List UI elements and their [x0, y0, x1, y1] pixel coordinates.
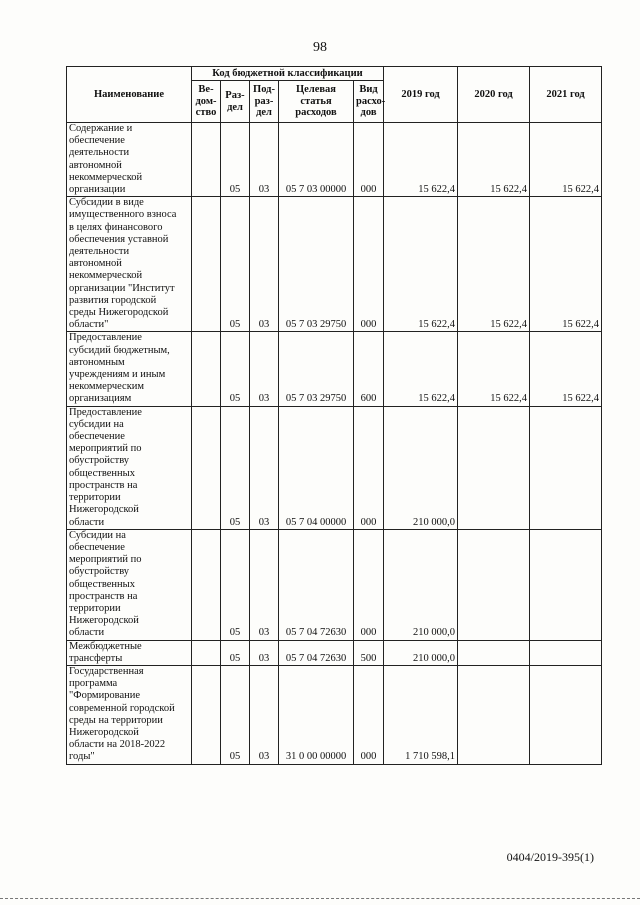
cell-2021	[530, 529, 602, 640]
cell-vid-raskhodov: 000	[354, 123, 384, 197]
row-name-line: территории	[69, 602, 121, 614]
row-name-line: мероприятий по	[69, 554, 142, 566]
cell-podrazdel: 03	[250, 406, 279, 529]
table-row	[67, 332, 602, 406]
cell-2021: 15 622,4	[530, 332, 602, 406]
row-name-line: организациям	[69, 393, 132, 405]
cell-tselevaya-statya: 05 7 03 29750	[279, 197, 354, 332]
row-name-line: обеспечение	[69, 431, 125, 443]
header-vid-raskhodov: Вид расхо- дов	[354, 81, 384, 123]
page-number: 98	[313, 40, 327, 55]
cell-tselevaya-statya: 05 7 03 00000	[279, 123, 354, 197]
row-name-line: автономной	[69, 159, 122, 171]
budget-table	[66, 66, 602, 765]
cell-vedomstvo	[192, 197, 221, 332]
cell-2021	[530, 665, 602, 764]
row-name-line: имущественного взноса	[69, 209, 177, 221]
cell-2020: 15 622,4	[458, 197, 530, 332]
document-number: 0404/2019-395(1)	[506, 850, 594, 864]
cell-vid-raskhodov: 000	[354, 197, 384, 332]
header-name: Наименование	[67, 67, 192, 123]
cell-2020: 15 622,4	[458, 123, 530, 197]
row-name-line: программа	[69, 678, 118, 690]
row-name	[67, 406, 192, 529]
row-name-line: годы"	[69, 751, 95, 763]
row-name-line: деятельности	[69, 147, 130, 159]
table-row	[67, 529, 602, 640]
row-name-line: Субсидии на	[69, 529, 126, 541]
row-name	[67, 123, 192, 197]
row-name	[67, 640, 192, 665]
cell-2020	[458, 529, 530, 640]
row-name-line: организации	[69, 184, 126, 196]
table-body	[67, 123, 602, 765]
row-name-line: пространств на	[69, 479, 138, 491]
table-row	[67, 123, 602, 197]
cell-vid-raskhodov: 000	[354, 529, 384, 640]
cell-razdel: 05	[221, 665, 250, 764]
table-row	[67, 406, 602, 529]
row-name	[67, 529, 192, 640]
cell-razdel: 05	[221, 123, 250, 197]
cell-razdel: 05	[221, 640, 250, 665]
row-name-line: мероприятий по	[69, 443, 142, 455]
table-row	[67, 640, 602, 665]
header-podrazdel: Под- раз- дел	[250, 81, 279, 123]
row-name-line: некоммерческой	[69, 171, 143, 183]
row-name	[67, 332, 192, 406]
cell-podrazdel: 03	[250, 640, 279, 665]
cell-tselevaya-statya: 05 7 04 72630	[279, 640, 354, 665]
row-name-line: Предоставление	[69, 406, 142, 418]
cell-vedomstvo	[192, 123, 221, 197]
row-name-line: области	[69, 627, 105, 639]
row-name-line: обустройству	[69, 566, 130, 578]
row-name-line: автономным	[69, 356, 125, 368]
cell-podrazdel: 03	[250, 665, 279, 764]
row-name-line: "Формирование	[69, 690, 141, 702]
cell-vid-raskhodov: 500	[354, 640, 384, 665]
row-name-line: субсидии на	[69, 418, 124, 430]
cell-2021: 15 622,4	[530, 123, 602, 197]
row-name-line: современной городской	[69, 702, 175, 714]
header-tselevaya-statya: Целевая статья расходов	[279, 81, 354, 123]
cell-razdel: 05	[221, 332, 250, 406]
cell-tselevaya-statya: 05 7 03 29750	[279, 332, 354, 406]
row-name-line: некоммерческим	[69, 381, 145, 393]
header-2019: 2019 год	[384, 67, 458, 123]
cell-2019: 210 000,0	[384, 406, 458, 529]
cell-vedomstvo	[192, 640, 221, 665]
row-name-line: организации "Институт	[69, 282, 175, 294]
row-name-line: области на 2018-2022	[69, 739, 166, 751]
cell-vedomstvo	[192, 529, 221, 640]
cell-tselevaya-statya: 05 7 04 00000	[279, 406, 354, 529]
row-name-line: среды на территории	[69, 714, 163, 726]
cell-2019: 15 622,4	[384, 332, 458, 406]
row-name-line: обеспечения уставной	[69, 233, 169, 245]
cell-vid-raskhodov: 600	[354, 332, 384, 406]
row-name-line: некоммерческой	[69, 270, 143, 282]
row-name-line: пространств на	[69, 590, 138, 602]
header-razdel: Раз- дел	[221, 81, 250, 123]
row-name-line: области	[69, 516, 105, 528]
row-name-line: субсидий бюджетным,	[69, 344, 170, 356]
row-name-line: среды Нижегородской	[69, 307, 169, 319]
row-name-line: обеспечение	[69, 541, 125, 553]
cell-2021	[530, 406, 602, 529]
row-name-line: развития городской	[69, 294, 157, 306]
cell-razdel: 05	[221, 406, 250, 529]
header-2021: 2021 год	[530, 67, 602, 123]
row-name-line: обустройству	[69, 455, 130, 467]
row-name-line: Субсидии в виде	[69, 197, 144, 209]
cell-vedomstvo	[192, 332, 221, 406]
row-name-line: Нижегородской	[69, 726, 139, 738]
cell-2019: 210 000,0	[384, 640, 458, 665]
cell-2020	[458, 640, 530, 665]
cell-razdel: 05	[221, 197, 250, 332]
header-budget-code-group: Код бюджетной классификации	[192, 67, 384, 81]
cell-2019: 1 710 598,1	[384, 665, 458, 764]
cell-tselevaya-statya: 31 0 00 00000	[279, 665, 354, 764]
header-2020: 2020 год	[458, 67, 530, 123]
row-name-line: деятельности	[69, 246, 130, 258]
cell-2020: 15 622,4	[458, 332, 530, 406]
cell-podrazdel: 03	[250, 123, 279, 197]
row-name-line: Межбюджетные	[69, 640, 142, 652]
table-header	[67, 67, 602, 123]
row-name-line: Предоставление	[69, 332, 142, 344]
row-name-line: автономной	[69, 258, 122, 270]
row-name-line: территории	[69, 492, 121, 504]
row-name-line: Нижегородской	[69, 615, 139, 627]
row-name-line: общественных	[69, 578, 135, 590]
row-name-line: общественных	[69, 467, 135, 479]
cell-vid-raskhodov: 000	[354, 665, 384, 764]
cell-2019: 15 622,4	[384, 197, 458, 332]
cell-2021: 15 622,4	[530, 197, 602, 332]
row-name-line: учреждениям и иным	[69, 369, 166, 381]
cell-vid-raskhodov: 000	[354, 406, 384, 529]
row-name-line: Нижегородской	[69, 504, 139, 516]
row-name-line: области"	[69, 319, 109, 331]
header-vedomstvo: Ве- дом- ство	[192, 81, 221, 123]
cell-podrazdel: 03	[250, 332, 279, 406]
bottom-divider	[0, 898, 640, 899]
cell-vedomstvo	[192, 406, 221, 529]
cell-2019: 210 000,0	[384, 529, 458, 640]
table-row	[67, 665, 602, 764]
row-name	[67, 197, 192, 332]
cell-2019: 15 622,4	[384, 123, 458, 197]
cell-vedomstvo	[192, 665, 221, 764]
cell-tselevaya-statya: 05 7 04 72630	[279, 529, 354, 640]
row-name-line: трансферты	[69, 652, 123, 664]
cell-2021	[530, 640, 602, 665]
row-name-line: в целях финансового	[69, 221, 163, 233]
cell-podrazdel: 03	[250, 529, 279, 640]
row-name-line: обеспечение	[69, 135, 125, 147]
cell-razdel: 05	[221, 529, 250, 640]
row-name	[67, 665, 192, 764]
cell-podrazdel: 03	[250, 197, 279, 332]
cell-2020	[458, 406, 530, 529]
row-name-line: Содержание и	[69, 123, 133, 134]
cell-2020	[458, 665, 530, 764]
table-row	[67, 197, 602, 332]
row-name-line: Государственная	[69, 665, 144, 677]
